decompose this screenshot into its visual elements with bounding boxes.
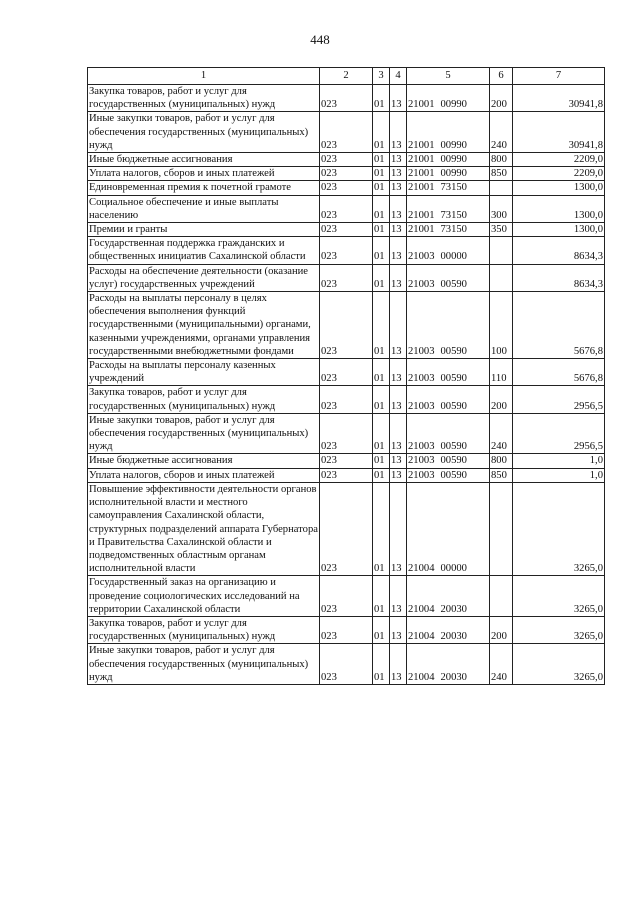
row-sum-cell: 5676,8: [513, 292, 605, 359]
row-vr-cell: 200: [490, 616, 513, 643]
row-pr-cell: 13: [390, 85, 407, 112]
header-col-4: 4: [390, 68, 407, 85]
header-col-3: 3: [373, 68, 390, 85]
row-ved-cell: 023: [320, 85, 373, 112]
csr-program-code: 21003: [408, 278, 435, 290]
csr-direction-code: 00590: [440, 345, 467, 357]
row-csr-cell: [407, 482, 490, 575]
row-ved-cell: 023: [320, 359, 373, 386]
row-name-cell: Расходы на выплаты персоналу казенных учреждений: [88, 359, 320, 386]
row-name-cell: Закупка товаров, работ и услуг для государственных (муниципальных) нужд: [88, 386, 320, 413]
row-sum-cell: 3265,0: [513, 616, 605, 643]
row-rz-cell: 01: [373, 223, 390, 237]
csr-program-code: 21004: [408, 671, 435, 683]
csr-program-code: 21003: [408, 345, 435, 357]
row-vr-cell: [490, 576, 513, 617]
budget-table: [87, 67, 605, 685]
csr-program-code: 21003: [408, 251, 435, 263]
row-vr-cell: 110: [490, 359, 513, 386]
row-pr-cell: 13: [390, 454, 407, 468]
header-col-2: 2: [320, 68, 373, 85]
csr-direction-code: 20030: [440, 671, 467, 683]
row-rz-cell: 01: [373, 237, 390, 264]
row-csr-cell: [407, 454, 490, 468]
csr-program-code: 21003: [408, 455, 435, 467]
table-row: [88, 153, 605, 167]
row-pr-cell: 13: [390, 413, 407, 454]
csr-direction-code: 00990: [440, 139, 467, 151]
row-rz-cell: 01: [373, 195, 390, 222]
table-header-row: [88, 68, 605, 85]
csr-direction-code: 00000: [440, 563, 467, 575]
row-ved-cell: 023: [320, 454, 373, 468]
row-name-cell: Государственная поддержка гражданских и общественных инициатив Сахалинской области: [88, 237, 320, 264]
row-name-cell: Иные бюджетные ассигнования: [88, 454, 320, 468]
row-vr-cell: [490, 482, 513, 575]
row-vr-cell: 200: [490, 85, 513, 112]
row-sum-cell: 2956,5: [513, 386, 605, 413]
row-vr-cell: [490, 181, 513, 195]
row-ved-cell: 023: [320, 237, 373, 264]
header-col-5: 5: [407, 68, 490, 85]
row-csr-cell: [407, 223, 490, 237]
row-pr-cell: 13: [390, 195, 407, 222]
row-ved-cell: 023: [320, 195, 373, 222]
row-vr-cell: 240: [490, 112, 513, 153]
row-rz-cell: 01: [373, 468, 390, 482]
row-ved-cell: 023: [320, 181, 373, 195]
row-rz-cell: 01: [373, 181, 390, 195]
row-vr-cell: 850: [490, 167, 513, 181]
row-sum-cell: 2956,5: [513, 413, 605, 454]
row-vr-cell: 350: [490, 223, 513, 237]
row-sum-cell: 2209,0: [513, 153, 605, 167]
csr-program-code: 21003: [408, 441, 435, 453]
table-row: [88, 195, 605, 222]
csr-program-code: 21001: [408, 168, 435, 180]
row-sum-cell: 5676,8: [513, 359, 605, 386]
table-row: [88, 292, 605, 359]
csr-program-code: 21004: [408, 563, 435, 575]
row-sum-cell: 3265,0: [513, 576, 605, 617]
row-ved-cell: 023: [320, 413, 373, 454]
row-sum-cell: 30941,8: [513, 112, 605, 153]
row-name-cell: Закупка товаров, работ и услуг для государственных (муниципальных) нужд: [88, 616, 320, 643]
row-pr-cell: 13: [390, 644, 407, 685]
table-row: [88, 223, 605, 237]
csr-direction-code: 00000: [440, 251, 467, 263]
row-name-cell: Единовременная премия к почетной грамоте: [88, 181, 320, 195]
row-name-cell: Повышение эффективности деятельности органов исполнительной власти и местного самоуправления Сахалинской области, структурных подразделений аппарата Губернатора и Правительства Сахалинской области и подведомственных областным органам исполнительной власти: [89, 483, 318, 575]
row-name-cell: Социальное обеспечение и иные выплаты населению: [88, 195, 320, 222]
table-row: [88, 181, 605, 195]
row-rz-cell: 01: [373, 292, 390, 359]
row-sum-cell: 1300,0: [513, 195, 605, 222]
table-row: [88, 468, 605, 482]
csr-program-code: 21004: [408, 603, 435, 615]
row-vr-cell: 240: [490, 644, 513, 685]
csr-program-code: 21001: [408, 182, 435, 194]
row-sum-cell: 30941,8: [513, 85, 605, 112]
row-ved-cell: 023: [320, 223, 373, 237]
row-csr-cell: [407, 167, 490, 181]
row-name-cell: Иные закупки товаров, работ и услуг для обеспечения государственных (муниципальных) нужд: [88, 413, 320, 454]
csr-program-code: 21003: [408, 469, 435, 481]
row-ved-cell: 023: [320, 153, 373, 167]
row-csr-cell: [407, 153, 490, 167]
row-vr-cell: 240: [490, 413, 513, 454]
row-ved-cell: 023: [320, 292, 373, 359]
row-ved-cell: 023: [320, 644, 373, 685]
row-rz-cell: 01: [373, 616, 390, 643]
row-vr-cell: 800: [490, 153, 513, 167]
header-col-7: 7: [513, 68, 605, 85]
row-pr-cell: 13: [390, 482, 407, 575]
row-name-cell: Закупка товаров, работ и услуг для государственных (муниципальных) нужд: [88, 85, 320, 112]
row-pr-cell: 13: [390, 616, 407, 643]
row-csr-cell: [407, 237, 490, 264]
csr-direction-code: 00590: [440, 469, 467, 481]
csr-direction-code: 00590: [440, 400, 467, 412]
row-ved-cell: 023: [320, 112, 373, 153]
csr-direction-code: 73150: [440, 209, 467, 221]
row-name-cell: Государственный заказ на организацию и проведение социологических исследований на территории Сахалинской области: [88, 576, 320, 617]
csr-direction-code: 00590: [440, 373, 467, 385]
row-sum-cell: 3265,0: [513, 482, 605, 575]
row-vr-cell: 200: [490, 386, 513, 413]
row-pr-cell: 13: [390, 112, 407, 153]
row-vr-cell: [490, 237, 513, 264]
row-name-cell: Иные закупки товаров, работ и услуг для обеспечения государственных (муниципальных) нужд: [88, 644, 320, 685]
row-csr-cell: [407, 576, 490, 617]
row-rz-cell: 01: [373, 413, 390, 454]
row-rz-cell: 01: [373, 85, 390, 112]
row-vr-cell: 300: [490, 195, 513, 222]
table-row: [88, 413, 605, 454]
row-pr-cell: 13: [390, 292, 407, 359]
row-ved-cell: 023: [320, 264, 373, 291]
row-pr-cell: 13: [390, 223, 407, 237]
row-vr-cell: 100: [490, 292, 513, 359]
csr-program-code: 21003: [408, 400, 435, 412]
table-row: [88, 264, 605, 291]
row-csr-cell: [407, 359, 490, 386]
row-csr-cell: [407, 468, 490, 482]
row-csr-cell: [407, 195, 490, 222]
table-row: [88, 454, 605, 468]
row-name-cell: Уплата налогов, сборов и иных платежей: [88, 468, 320, 482]
csr-program-code: 21001: [408, 224, 435, 236]
row-pr-cell: 13: [390, 359, 407, 386]
table-row: [88, 644, 605, 685]
row-csr-cell: [407, 112, 490, 153]
csr-direction-code: 20030: [440, 631, 467, 643]
row-ved-cell: 023: [320, 386, 373, 413]
row-vr-cell: 800: [490, 454, 513, 468]
row-pr-cell: 13: [390, 264, 407, 291]
row-csr-cell: [407, 413, 490, 454]
csr-direction-code: 73150: [440, 224, 467, 236]
row-name-cell: Уплата налогов, сборов и иных платежей: [88, 167, 320, 181]
row-sum-cell: 2209,0: [513, 167, 605, 181]
csr-program-code: 21001: [408, 209, 435, 221]
row-csr-cell: [407, 264, 490, 291]
csr-program-code: 21001: [408, 154, 435, 166]
csr-direction-code: 20030: [440, 603, 467, 615]
row-pr-cell: 13: [390, 167, 407, 181]
row-sum-cell: 3265,0: [513, 644, 605, 685]
csr-direction-code: 00590: [440, 455, 467, 467]
row-csr-cell: [407, 85, 490, 112]
row-sum-cell: 1,0: [513, 468, 605, 482]
row-ved-cell: 023: [320, 576, 373, 617]
table-row: [88, 112, 605, 153]
table-row: [88, 616, 605, 643]
row-rz-cell: 01: [373, 112, 390, 153]
row-csr-cell: [407, 292, 490, 359]
csr-direction-code: 00990: [440, 168, 467, 180]
row-ved-cell: 023: [320, 468, 373, 482]
table-row: [88, 576, 605, 617]
row-rz-cell: 01: [373, 644, 390, 685]
page-number: 448: [310, 32, 330, 47]
row-rz-cell: 01: [373, 386, 390, 413]
row-rz-cell: 01: [373, 576, 390, 617]
row-name-cell: Иные закупки товаров, работ и услуг для обеспечения государственных (муниципальных) нужд: [88, 112, 320, 153]
csr-program-code: 21003: [408, 373, 435, 385]
row-rz-cell: 01: [373, 454, 390, 468]
csr-direction-code: 00990: [440, 99, 467, 111]
row-vr-cell: [490, 264, 513, 291]
row-ved-cell: 023: [320, 482, 373, 575]
table-row: [88, 359, 605, 386]
csr-direction-code: 00590: [440, 441, 467, 453]
header-col-6: 6: [490, 68, 513, 85]
row-rz-cell: 01: [373, 264, 390, 291]
row-name-cell: Расходы на обеспечение деятельности (оказание услуг) государственных учреждений: [88, 264, 320, 291]
csr-program-code: 21001: [408, 99, 435, 111]
row-csr-cell: [407, 616, 490, 643]
csr-direction-code: 00590: [440, 278, 467, 290]
row-sum-cell: 8634,3: [513, 237, 605, 264]
table-row: [88, 167, 605, 181]
row-csr-cell: [407, 181, 490, 195]
row-rz-cell: 01: [373, 482, 390, 575]
table-row: [88, 386, 605, 413]
row-rz-cell: 01: [373, 167, 390, 181]
row-sum-cell: 8634,3: [513, 264, 605, 291]
row-ved-cell: 023: [320, 616, 373, 643]
row-sum-cell: 1300,0: [513, 181, 605, 195]
csr-program-code: 21001: [408, 139, 435, 151]
row-ved-cell: 023: [320, 167, 373, 181]
table-row: [88, 482, 605, 575]
row-rz-cell: 01: [373, 359, 390, 386]
row-pr-cell: 13: [390, 237, 407, 264]
row-name-cell: Премии и гранты: [88, 223, 320, 237]
row-name-cell: Расходы на выплаты персоналу в целях обеспечения выполнения функций государственными (муниципальными) органами, казенными учреждениями, органами управления государственными внебюджетными фондами: [88, 292, 320, 359]
header-col-1: 1: [88, 68, 320, 85]
row-pr-cell: 13: [390, 468, 407, 482]
table-body: [88, 85, 605, 685]
row-csr-cell: [407, 644, 490, 685]
row-pr-cell: 13: [390, 181, 407, 195]
row-sum-cell: 1,0: [513, 454, 605, 468]
row-pr-cell: 13: [390, 576, 407, 617]
table-row: [88, 237, 605, 264]
row-sum-cell: 1300,0: [513, 223, 605, 237]
row-csr-cell: [407, 386, 490, 413]
row-pr-cell: 13: [390, 386, 407, 413]
csr-direction-code: 73150: [440, 182, 467, 194]
row-pr-cell: 13: [390, 153, 407, 167]
table-row: [88, 85, 605, 112]
csr-program-code: 21004: [408, 631, 435, 643]
row-rz-cell: 01: [373, 153, 390, 167]
row-name-cell: Иные бюджетные ассигнования: [88, 153, 320, 167]
row-vr-cell: 850: [490, 468, 513, 482]
csr-direction-code: 00990: [440, 154, 467, 166]
